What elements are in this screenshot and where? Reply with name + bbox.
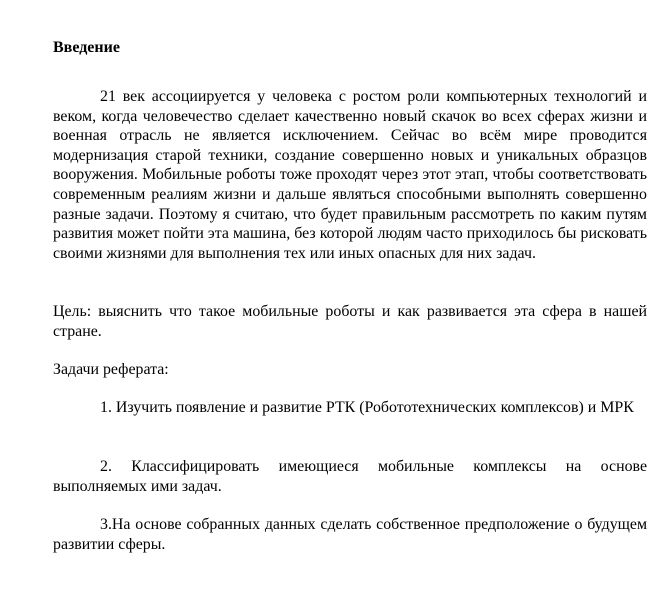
task-item-2: 2. Классифицировать имеющиеся мобильные комплексы на основе выполняемых ими задач. bbox=[53, 458, 647, 495]
tasks-label: Задачи реферата: bbox=[53, 361, 169, 378]
task-item-3: 3.На основе собранных данных сделать собственное предположение о будущем развитии сферы. bbox=[53, 516, 647, 553]
section-heading: Введение bbox=[53, 39, 120, 56]
task-item-1: 1. Изучить появление и развитие РТК (Робототехнических комплексов) и МРК bbox=[100, 399, 634, 416]
goal-paragraph: Цель: выяснить что такое мобильные роботы и как развивается эта сфера в нашей стране. bbox=[53, 303, 647, 340]
intro-paragraph: 21 век ассоциируется у человека с ростом роли компьютерных технологий и веком, когда человечество сделает качественно новый скачок во всех сферах жизни и военная отрасль не является исключением. Сейчас во всём мире проводится модернизация старой техники, создание совершенно новых и уникальных образцов вооружения. Мобильные роботы тоже проходят через этот этап, чтобы соответствовать современным реалиям жизни и дальше являться способными выполнять совершенно разные задачи. Поэтому я считаю, что будет правильным рассмотреть по каким путям развития может пойти эта машина, без которой людям часто приходилось бы рисковать своими жизнями для выполнения тех или иных опасных для них задач. bbox=[53, 88, 647, 262]
